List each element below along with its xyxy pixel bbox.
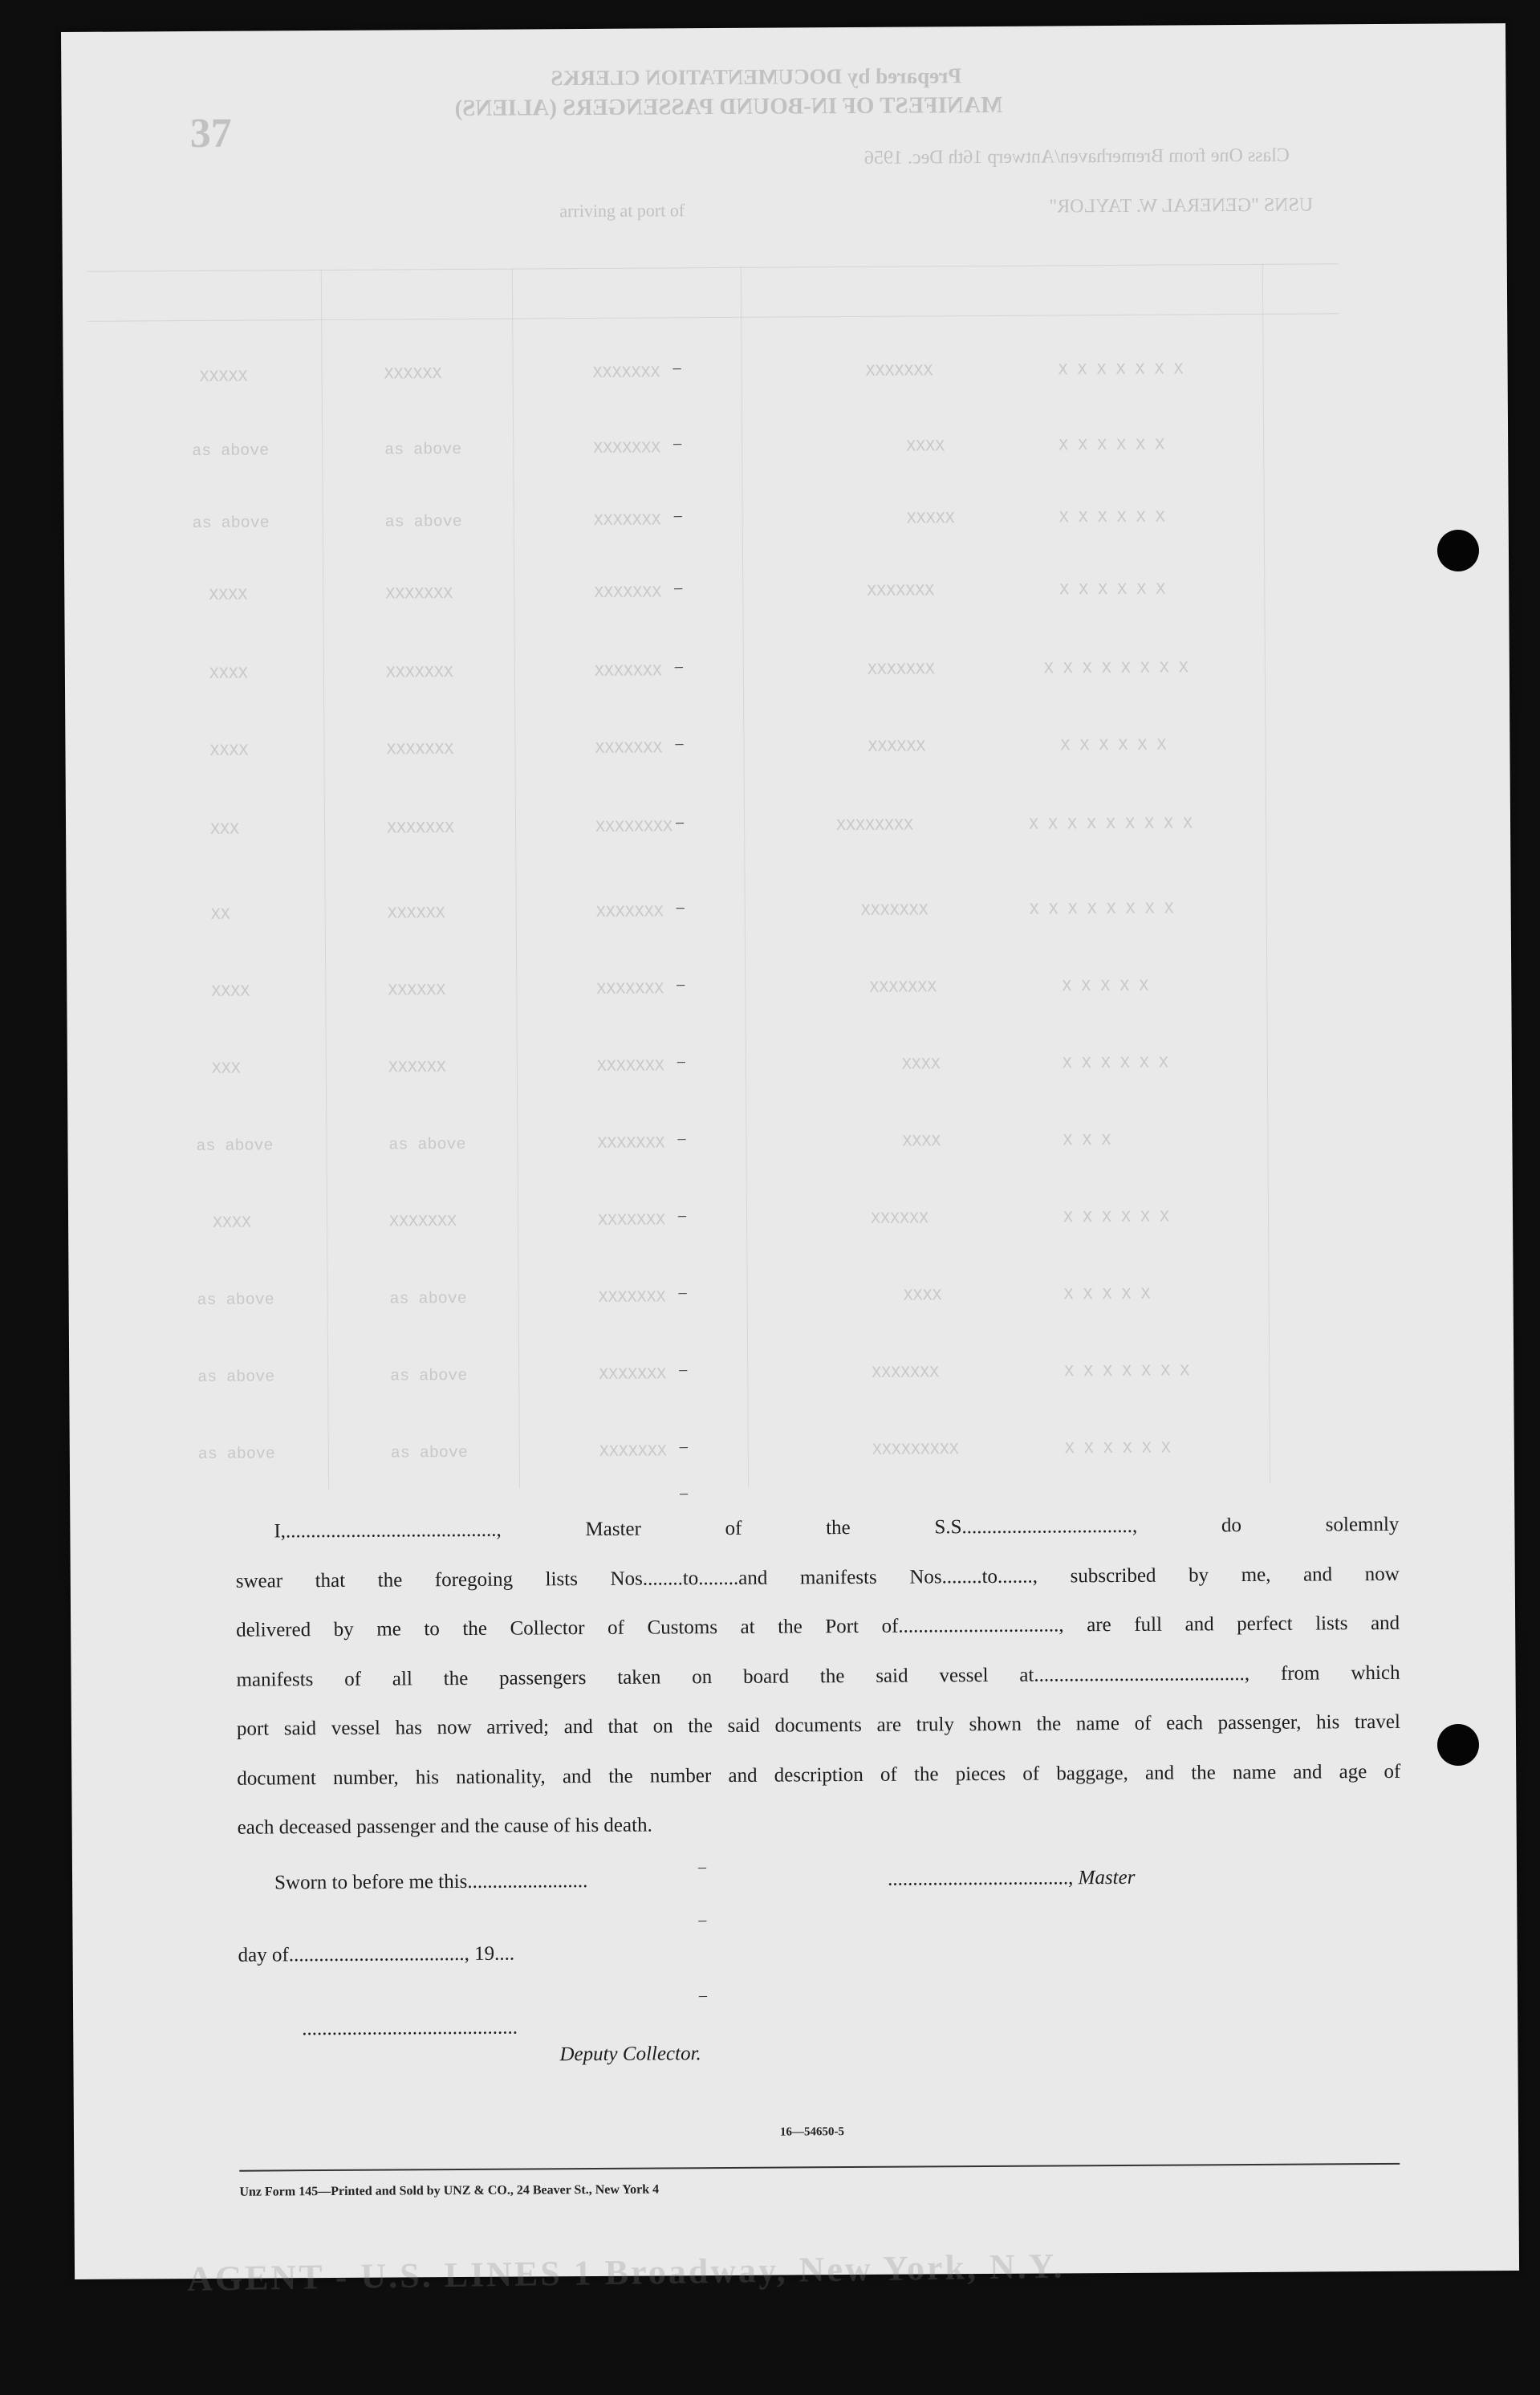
master-dots: ...................................., <box>887 1867 1074 1890</box>
deputy-collector-label: Deputy Collector. <box>559 2043 701 2066</box>
manifest-sheet: Prepared by DOCUMENTATION CLERKS MANIFEST OF IN-BOUND PASSENGERS (ALIENS) 37 Class One from Bremerhaven/Antwerp 16th Dec. 1956 USNS "GENERAL W. TAYLOR" arriving at port of XXXXX XXXXXX XXXXXXX XXXXXXX X X X X X X X as above as above XXXXXXX XXXX X X X X X X as above as above XXXXXXX XXXXX X X X X X X XXXX XXXXXXX XXXXXXX XXXXXXX X X X X X X XXXX XXXXXXX XXXXXXX XXXXXXX X X X X X X X X XXXX XXXXXXX XXXXXXX XXXXXX X X X X X X XXX XXXXXXX XXXXXXXX XXXXXXXX X X X X X X X X X XX XXXXXX XXXXXXX XXXXXXX X X X X X X X X XXXX XXXXXX XXXXXXX XXXXXXX X X X X X XXX XXXXXX XXXXXXX XXXX X X X X X X as above as above XXXXXXX XXXX X X X XXXX XXXXXXX XXXXXXX XXXXXX X X X X X X as above as above XXXXXXX XXXX X X X X X as above as above XXXXXXX XXXXXXX X X X X X X X as above as above XXXXXXX XXXXXXXXX X X X X X X – – – – – – – – – – – – – – – – – – – I,.........................................., Master of the S.S.................................., do solemnly swear that the foregoing lists Nos........to........and manifests Nos........to......., subscribed by me, and now delivered by me to the Collector of Customs at the Port of................................, are full and perfect lists and manifests of all the passengers taken on board the said vessel at.........................................., from which port said vessel has now arrived; and that on the said documents are truly shown the name of each passenger, his travel document number, his nationality, and the number and description of the pieces of baggage, and the name and age of each deceased passenger and the cause of his death. Sworn to before me this........................ ...................................., Master day of..................................., 19.... ........................................... Deputy Collector. 16—54650-5 Unz Form 145—Printed and Sold by UNZ & CO., 24 Beaver St., New York 4 AGENT - U.S. LINES 1 Broadway, New York, N.Y. <box>61 23 1519 2279</box>
printer-footer: Unz Form 145—Printed and Sold by UNZ & CO., 24 Beaver St., New York 4 <box>239 2182 660 2199</box>
deputy-signature-dots: ........................................... <box>302 2016 518 2040</box>
bleedthrough-arriving: arriving at port of <box>559 200 685 222</box>
bleedthrough-row: XXXXX XXXXXX XXXXXXX XXXXXXX X X X X X X X as above as above XXXXXXX XXXX X X X X X X as above as above XXXXXXX XXXXX X X X X X X XXXX XXXXXXX XXXXXXX XXXXXXX X X X X X X XXXX XXXXXXX XXXXXXX XXXXXXX X X X X X X X X XXXX XXXXXXX XXXXXXX XXXXXX X X X X X X XXX XXXXXXX XXXXXXXX XXXXXXXX X X X X X X X X X XX XXXXXX XXXXXXX XXXXXXX X X X X X X X X XXXX XXXXXX XXXXXXX XXXXXXX X X X X X XXX XXXXXX XXXXXXX XXXX X X X X X X as above as above XXXXXXX XXXX X X X XXXX XXXXXXX XXXXXXX XXXXXX X X X X X X as above as above XXXXXXX XXXX X X X X X as above as above XXXXXXX XXXXXXX X X X X X X X as above as above XXXXXXX XXXXXXXXX X X X X X X <box>192 360 1193 1464</box>
master-signature-line <box>888 1867 1135 1891</box>
oath-line-3: delivered by me to the Collector of Customs at the Port of................................, are full and perfect lists and <box>236 1612 1400 1641</box>
oath-line-2: swear that the foregoing lists Nos........to........and manifests Nos........to......., subscribed by me, and now <box>235 1563 1400 1592</box>
agent-stamp-bleedthrough: AGENT - U.S. LINES 1 Broadway, New York, N.Y. <box>186 2246 1065 2299</box>
oath-line-6: document number, his nationality, and the number and description of the pieces of baggage, and the name and age of <box>237 1760 1401 1790</box>
oath-line-1: I,.........................................., Master of the S.S.................................., do solemnly <box>274 1513 1400 1543</box>
bleedthrough-sheet-number: 37 <box>189 110 232 157</box>
bleedthrough-class-line: Class One from Bremerhaven/Antwerp 16th Dec. 1956 <box>863 144 1290 169</box>
oath-line-5: port said vessel has now arrived; and that on the said documents are truly shown the name of each passenger, his travel <box>236 1710 1400 1740</box>
day-of-line: day of..................................., 19.... <box>238 1942 515 1966</box>
bleedthrough-header-line2: MANIFEST OF IN-BOUND PASSENGERS (ALIENS) <box>454 91 1003 122</box>
oath-line-7: each deceased passenger and the cause of his death. <box>237 1814 652 1839</box>
bleedthrough-header-line1: Prepared by DOCUMENTATION CLERKS <box>551 63 962 91</box>
punch-hole-top <box>1437 530 1479 571</box>
footer-rule <box>239 2163 1400 2172</box>
master-label: Master <box>1078 1866 1136 1889</box>
punch-hole-bottom <box>1437 1724 1479 1766</box>
form-number: 16—54650-5 <box>779 2125 845 2139</box>
sworn-line: Sworn to before me this........................ <box>274 1870 588 1894</box>
master-oath <box>235 1509 1401 1861</box>
oath-line-4: manifests of all the passengers taken on board the said vessel at.........................................., from which <box>236 1661 1400 1691</box>
bleedthrough-vessel: USNS "GENERAL W. TAYLOR" <box>1049 194 1314 218</box>
